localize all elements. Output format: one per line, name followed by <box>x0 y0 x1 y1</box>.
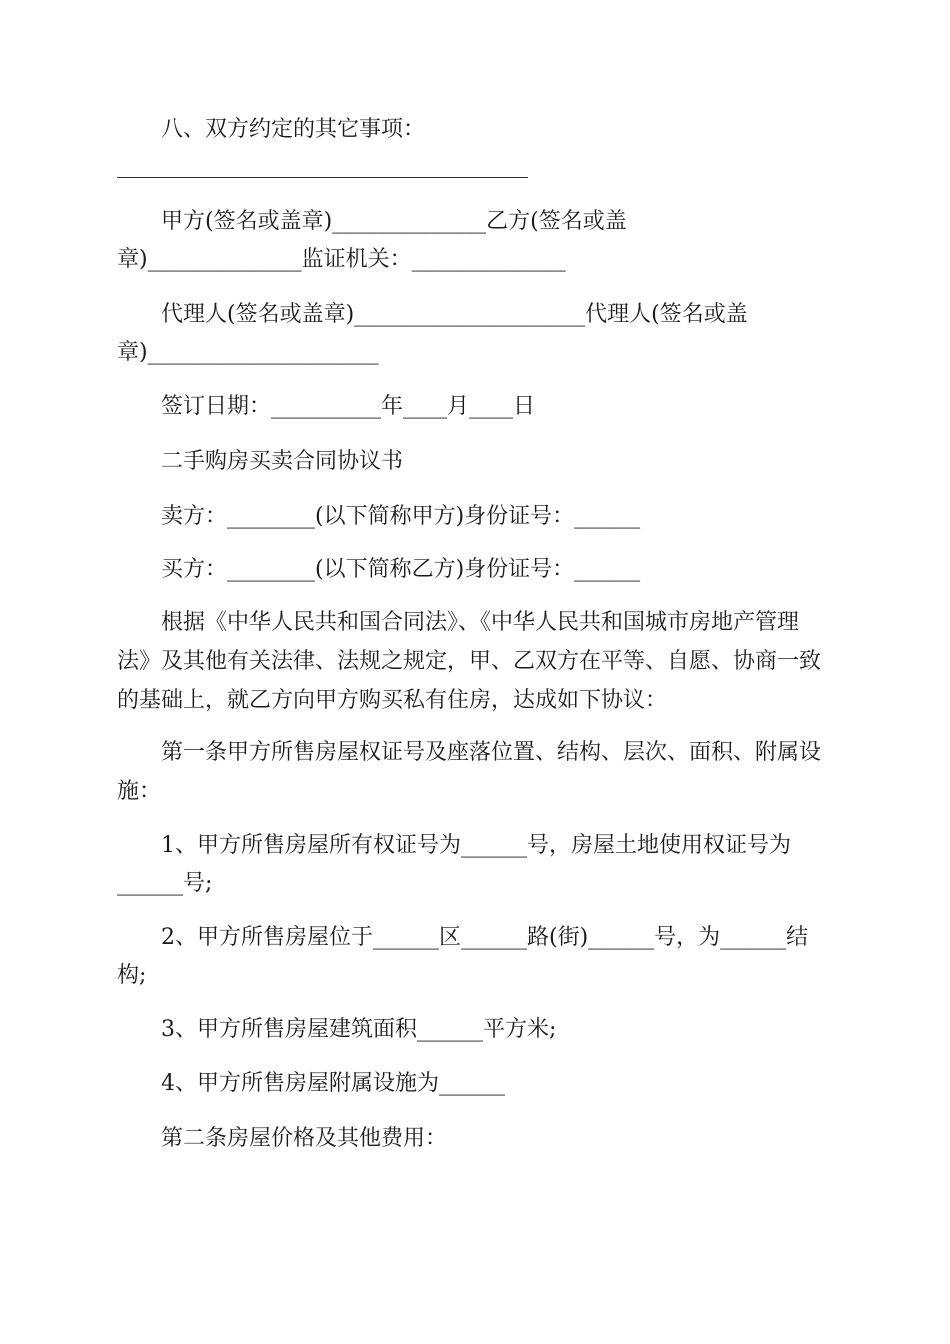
buyer-line: 买方：________(以下简称乙方)身份证号：______ <box>161 557 641 582</box>
item-2-line-2: 构; <box>117 963 147 988</box>
item-2-line-1: 2、甲方所售房屋位于______区______路(街)______号，为______结 <box>161 925 809 950</box>
preamble-line-2: 法》及其他有关法律、法规之规定，甲、乙双方在平等、自愿、协商一致 <box>117 649 822 674</box>
agent-signature-continued: 章)_____________________ <box>117 340 379 365</box>
item-4: 4、甲方所售房屋附属设施为______ <box>161 1071 505 1096</box>
item-1-line-1: 1、甲方所售房屋所有权证号为______号，房屋土地使用权证号为 <box>161 833 791 858</box>
signature-line-continued: 章)______________监证机关：______________ <box>117 247 566 272</box>
signature-line-party-a: 甲方(签名或盖章)______________乙方(签名或盖 <box>161 209 627 234</box>
seller-line: 卖方：________(以下简称甲方)身份证号：______ <box>161 504 641 529</box>
section-8-heading: 八、双方约定的其它事项： <box>161 117 426 142</box>
agent-signature-line: 代理人(签名或盖章)_____________________代理人(签名或盖 <box>161 302 748 327</box>
blank-underline <box>117 177 528 178</box>
signing-date: 签订日期：__________年____月____日 <box>161 394 536 419</box>
contract-title: 二手购房买卖合同协议书 <box>161 449 404 474</box>
article-2-heading: 第二条房屋价格及其他费用： <box>161 1126 448 1151</box>
preamble-line-3: 的基础上，就乙方向甲方购买私有住房，达成如下协议： <box>117 688 668 713</box>
preamble-line-1: 根据《中华人民共和国合同法》、《中华人民共和国城市房地产管理 <box>161 610 800 635</box>
article-1-line-1: 第一条甲方所售房屋权证号及座落位置、结构、层次、面积、附属设 <box>161 740 822 765</box>
item-1-line-2: ______号; <box>117 871 213 896</box>
article-1-line-2: 施： <box>117 779 162 804</box>
item-3: 3、甲方所售房屋建筑面积______平方米; <box>161 1017 557 1042</box>
